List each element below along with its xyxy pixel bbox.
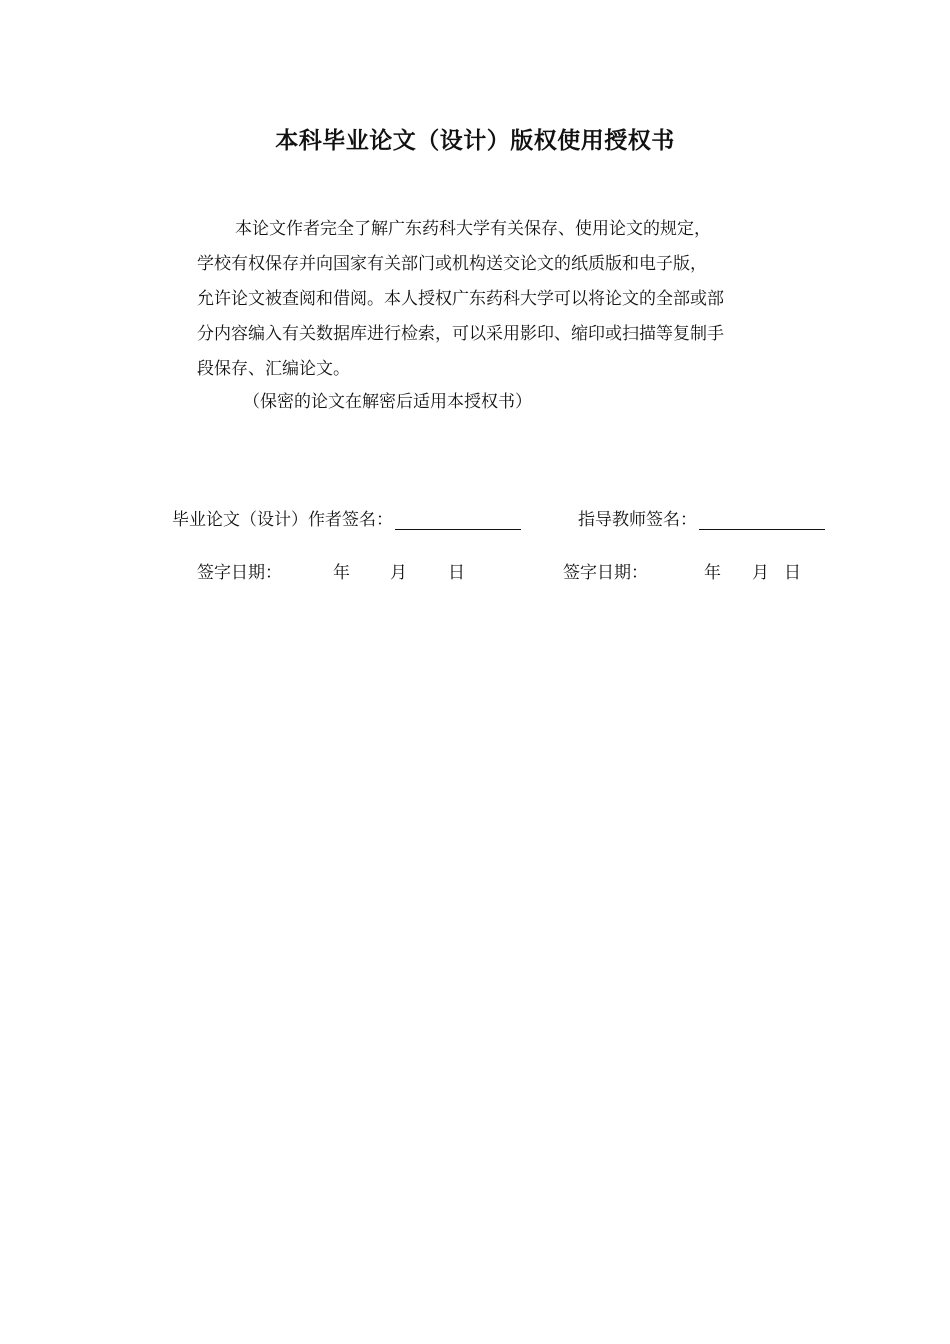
- advisor-signature: [578, 505, 825, 530]
- paragraph-line: 允许论文被查阅和借阅。本人授权广东药科大学可以将论文的全部或部: [197, 289, 724, 309]
- right-date-label: 签字日期：: [563, 563, 648, 583]
- advisor-signature-field[interactable]: [699, 510, 825, 530]
- author-signature: [172, 505, 521, 530]
- author-signature-field[interactable]: [395, 510, 521, 530]
- confidential-note: （保密的论文在解密后适用本授权书）: [243, 392, 532, 412]
- right-date-day: 日: [784, 563, 801, 583]
- left-date-year: 年: [333, 563, 350, 583]
- right-date-year: 年: [704, 563, 721, 583]
- paragraph-line: 段保存、汇编论文。: [197, 359, 350, 379]
- left-date-day: 日: [448, 563, 465, 583]
- authorization-paragraph: [197, 212, 777, 420]
- paragraph-line: 学校有权保存并向国家有关部门或机构送交论文的纸质版和电子版，: [197, 254, 707, 274]
- advisor-signature-label: 指导教师签名：: [578, 510, 697, 530]
- right-date-month: 月: [752, 563, 769, 583]
- left-date-month: 月: [390, 563, 407, 583]
- left-date-label: 签字日期：: [197, 563, 282, 583]
- paragraph-line: 分内容编入有关数据库进行检索，可以采用影印、缩印或扫描等复制手: [197, 324, 724, 344]
- page-title: 本科毕业论文（设计）版权使用授权书: [275, 128, 675, 154]
- paragraph-line: 本论文作者完全了解广东药科大学有关保存、使用论文的规定，: [235, 219, 711, 239]
- author-signature-label: 毕业论文（设计）作者签名：: [172, 510, 393, 530]
